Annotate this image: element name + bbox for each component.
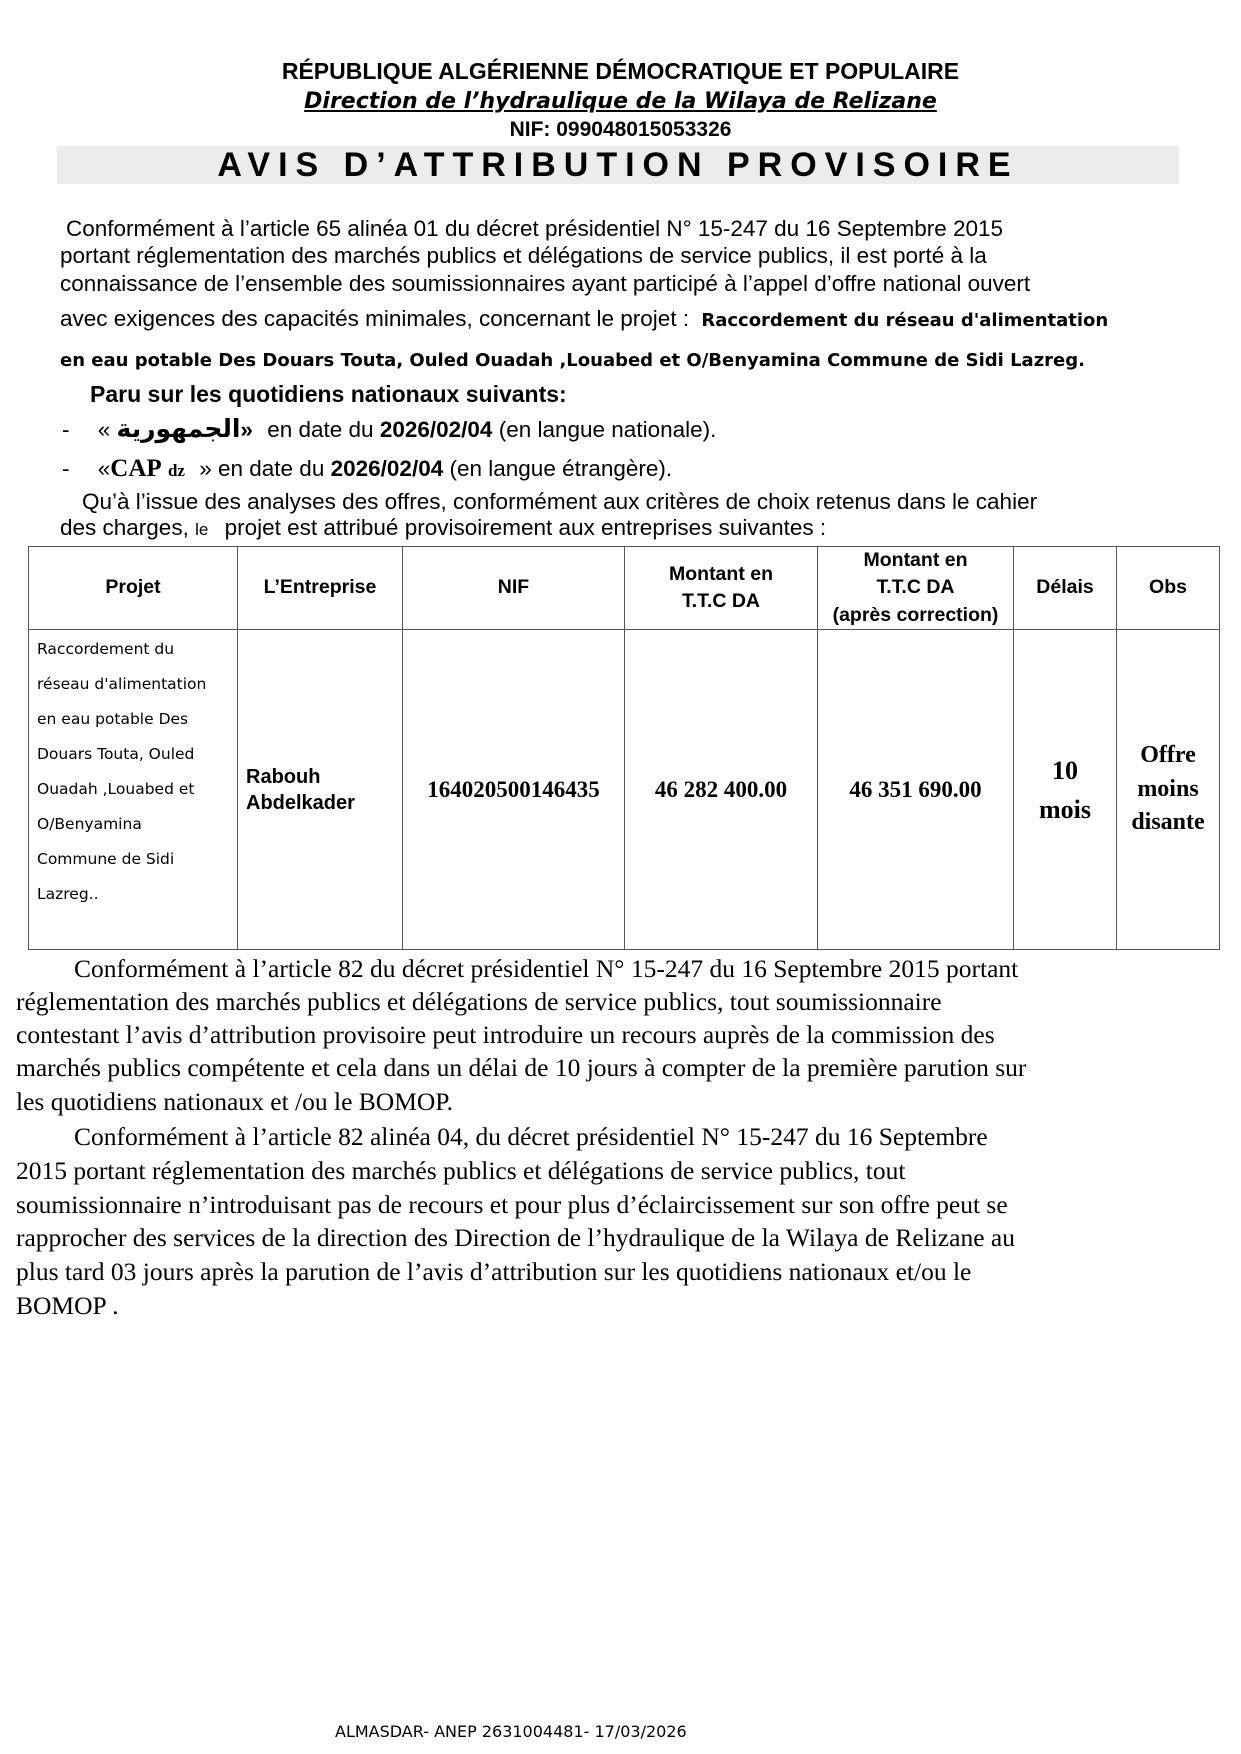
analysis-line-2b: le bbox=[195, 520, 209, 539]
intro-line-2: portant réglementation des marchés publics et délégations de service publics, il est porté à la bbox=[60, 243, 987, 268]
cell-montant: 46 282 400.00 bbox=[625, 630, 818, 950]
entreprise-line-2: Abdelkader bbox=[246, 791, 355, 814]
header-montant-line1: Montant en bbox=[669, 562, 773, 585]
cell-obs bbox=[1117, 630, 1220, 950]
open-quote: « bbox=[97, 417, 111, 442]
delais-value: 10 bbox=[1052, 755, 1078, 785]
recours-line-6: Conformément à l’article 82 alinéa 04, du décret présidentiel N° 15-247 du 16 Septembre bbox=[74, 1122, 988, 1151]
newspaper-item-2 bbox=[62, 455, 672, 483]
recours-line-2: réglementation des marchés publics et délégations de service publics, tout soumissionnaire bbox=[16, 987, 942, 1016]
recours-line-8: soumissionnaire n’introduisant pas de recours et pour plus d’éclaircissement sur son offre peut se bbox=[16, 1190, 1008, 1219]
entreprise-line-1: Rabouh bbox=[246, 765, 321, 788]
newspaper-language: (en langue étrangère). bbox=[449, 456, 673, 481]
obs-line-1: Offre bbox=[1140, 742, 1196, 769]
newspaper-item-1 bbox=[62, 414, 716, 443]
header-montant-line2: T.T.C DA bbox=[682, 590, 760, 612]
recours-line-3: contestant l’avis d’attribution provisoire peut introduire un recours auprès de la commission des bbox=[16, 1020, 995, 1049]
nif-heading: NIF: 099048015053326 bbox=[509, 118, 732, 141]
header-obs: Obs bbox=[1117, 547, 1220, 630]
delais-unit: mois bbox=[1039, 794, 1091, 824]
header-montant-corrige-line3: (après correction) bbox=[832, 603, 999, 626]
cell-entreprise bbox=[238, 630, 403, 950]
direction-heading: Direction de l’hydraulique de la Wilaya de Relizane bbox=[304, 89, 937, 114]
newspaper-name-suffix: dz bbox=[167, 461, 185, 480]
recours-line-7: 2015 portant réglementation des marchés publics et délégations de service publics, tout bbox=[16, 1156, 906, 1185]
analysis-line-2c: projet est attribué provisoirement aux entreprises suivantes : bbox=[224, 515, 827, 540]
projet-line: réseau d'alimentation bbox=[37, 675, 207, 693]
close-quote: » bbox=[240, 417, 253, 442]
close-quote: » bbox=[199, 456, 212, 481]
obs-line-2: moins bbox=[1137, 775, 1199, 802]
header-montant-corrige bbox=[818, 547, 1014, 630]
cell-delais bbox=[1014, 630, 1117, 950]
cell-projet bbox=[29, 630, 238, 950]
projet-line: Lazreg.. bbox=[37, 885, 99, 903]
recours-line-10: plus tard 03 jours après la parution de l’avis d’attribution sur les quotidiens nationaux et/ou le bbox=[16, 1257, 972, 1286]
analysis-line-1: Qu’à l’issue des analyses des offres, conformément aux critères de choix retenus dans le cahier bbox=[82, 489, 1038, 514]
newspaper-name-latin: CAP bbox=[110, 455, 162, 482]
intro-line-1: Conformément à l’article 65 alinéa 01 du décret présidentiel N° 15-247 du 16 Septembre 2015 bbox=[66, 216, 1004, 241]
projet-line: Raccordement du bbox=[37, 640, 175, 658]
intro-project-part2: en eau potable Des Douars Touta, Ouled Ouadah ,Louabed et O/Benyamina Commune de Sidi Lazreg. bbox=[60, 350, 1085, 371]
cell-montant-corrige: 46 351 690.00 bbox=[818, 630, 1014, 950]
page-title: AVIS D’ATTRIBUTION PROVISOIRE bbox=[217, 146, 1019, 184]
projet-line: Commune de Sidi bbox=[37, 850, 175, 868]
list-dash: - bbox=[62, 456, 70, 481]
cell-nif: 164020500146435 bbox=[403, 630, 625, 950]
recours-line-1: Conformément à l’article 82 du décret présidentiel N° 15-247 du 16 Septembre 2015 portant bbox=[74, 954, 1019, 983]
intro-project-part1: Raccordement du réseau d'alimentation bbox=[701, 310, 1109, 331]
header-entreprise: L’Entreprise bbox=[238, 547, 403, 630]
table-header-row bbox=[29, 547, 1220, 630]
newspaper-date-prefix: en date du bbox=[217, 456, 325, 481]
recours-line-5: les quotidiens nationaux et /ou le BOMOP. bbox=[16, 1087, 454, 1116]
projet-line: Douars Touta, Ouled bbox=[37, 745, 195, 763]
table-row bbox=[29, 630, 1220, 950]
header-montant-corrige-line2: T.T.C DA bbox=[876, 576, 955, 599]
award-table bbox=[28, 546, 1220, 950]
newspaper-date: 2026/02/04 bbox=[330, 456, 444, 481]
publication-reference: ALMASDAR- ANEP 2631004481- 17/03/2026 bbox=[335, 1722, 687, 1741]
projet-line: Ouadah ,Louabed et bbox=[37, 780, 195, 798]
newspaper-date-prefix: en date du bbox=[267, 417, 374, 442]
intro-line-4 bbox=[60, 306, 1108, 332]
list-dash: - bbox=[62, 417, 70, 442]
newspaper-date: 2026/02/04 bbox=[379, 417, 493, 442]
projet-line: en eau potable Des bbox=[37, 710, 189, 728]
recours-line-11: BOMOP . bbox=[16, 1291, 119, 1320]
projet-line: O/Benyamina bbox=[37, 815, 142, 833]
header-delais: Délais bbox=[1014, 547, 1117, 630]
newspaper-language: (en langue nationale). bbox=[498, 417, 717, 442]
analysis-line-2 bbox=[60, 515, 826, 541]
recours-line-4: marchés publics compétente et cela dans un délai de 10 jours à compter de la première parution sur bbox=[16, 1053, 1027, 1082]
obs-line-3: disante bbox=[1131, 809, 1205, 836]
analysis-line-2a: des charges, bbox=[60, 515, 189, 540]
header-nif: NIF bbox=[403, 547, 625, 630]
newspapers-heading: Paru sur les quotidiens nationaux suivants: bbox=[90, 381, 567, 407]
header-montant-corrige-line1: Montant en bbox=[863, 549, 968, 572]
newspaper-name-arabic: الجمهورية bbox=[116, 414, 241, 443]
open-quote: « bbox=[97, 456, 111, 481]
intro-line-3: connaissance de l’ensemble des soumissionnaires ayant participé à l’appel d’offre national ouvert bbox=[60, 271, 1031, 296]
header-montant bbox=[625, 547, 818, 630]
intro-line-4-text: avec exigences des capacités minimales, concernant le projet : bbox=[60, 306, 690, 331]
republic-heading: RÉPUBLIQUE ALGÉRIENNE DÉMOCRATIQUE ET POPULAIRE bbox=[281, 58, 960, 84]
recours-line-9: rapprocher des services de la direction des Direction de l’hydraulique de la Wilaya de Relizane au bbox=[16, 1223, 1015, 1252]
header-projet: Projet bbox=[29, 547, 238, 630]
